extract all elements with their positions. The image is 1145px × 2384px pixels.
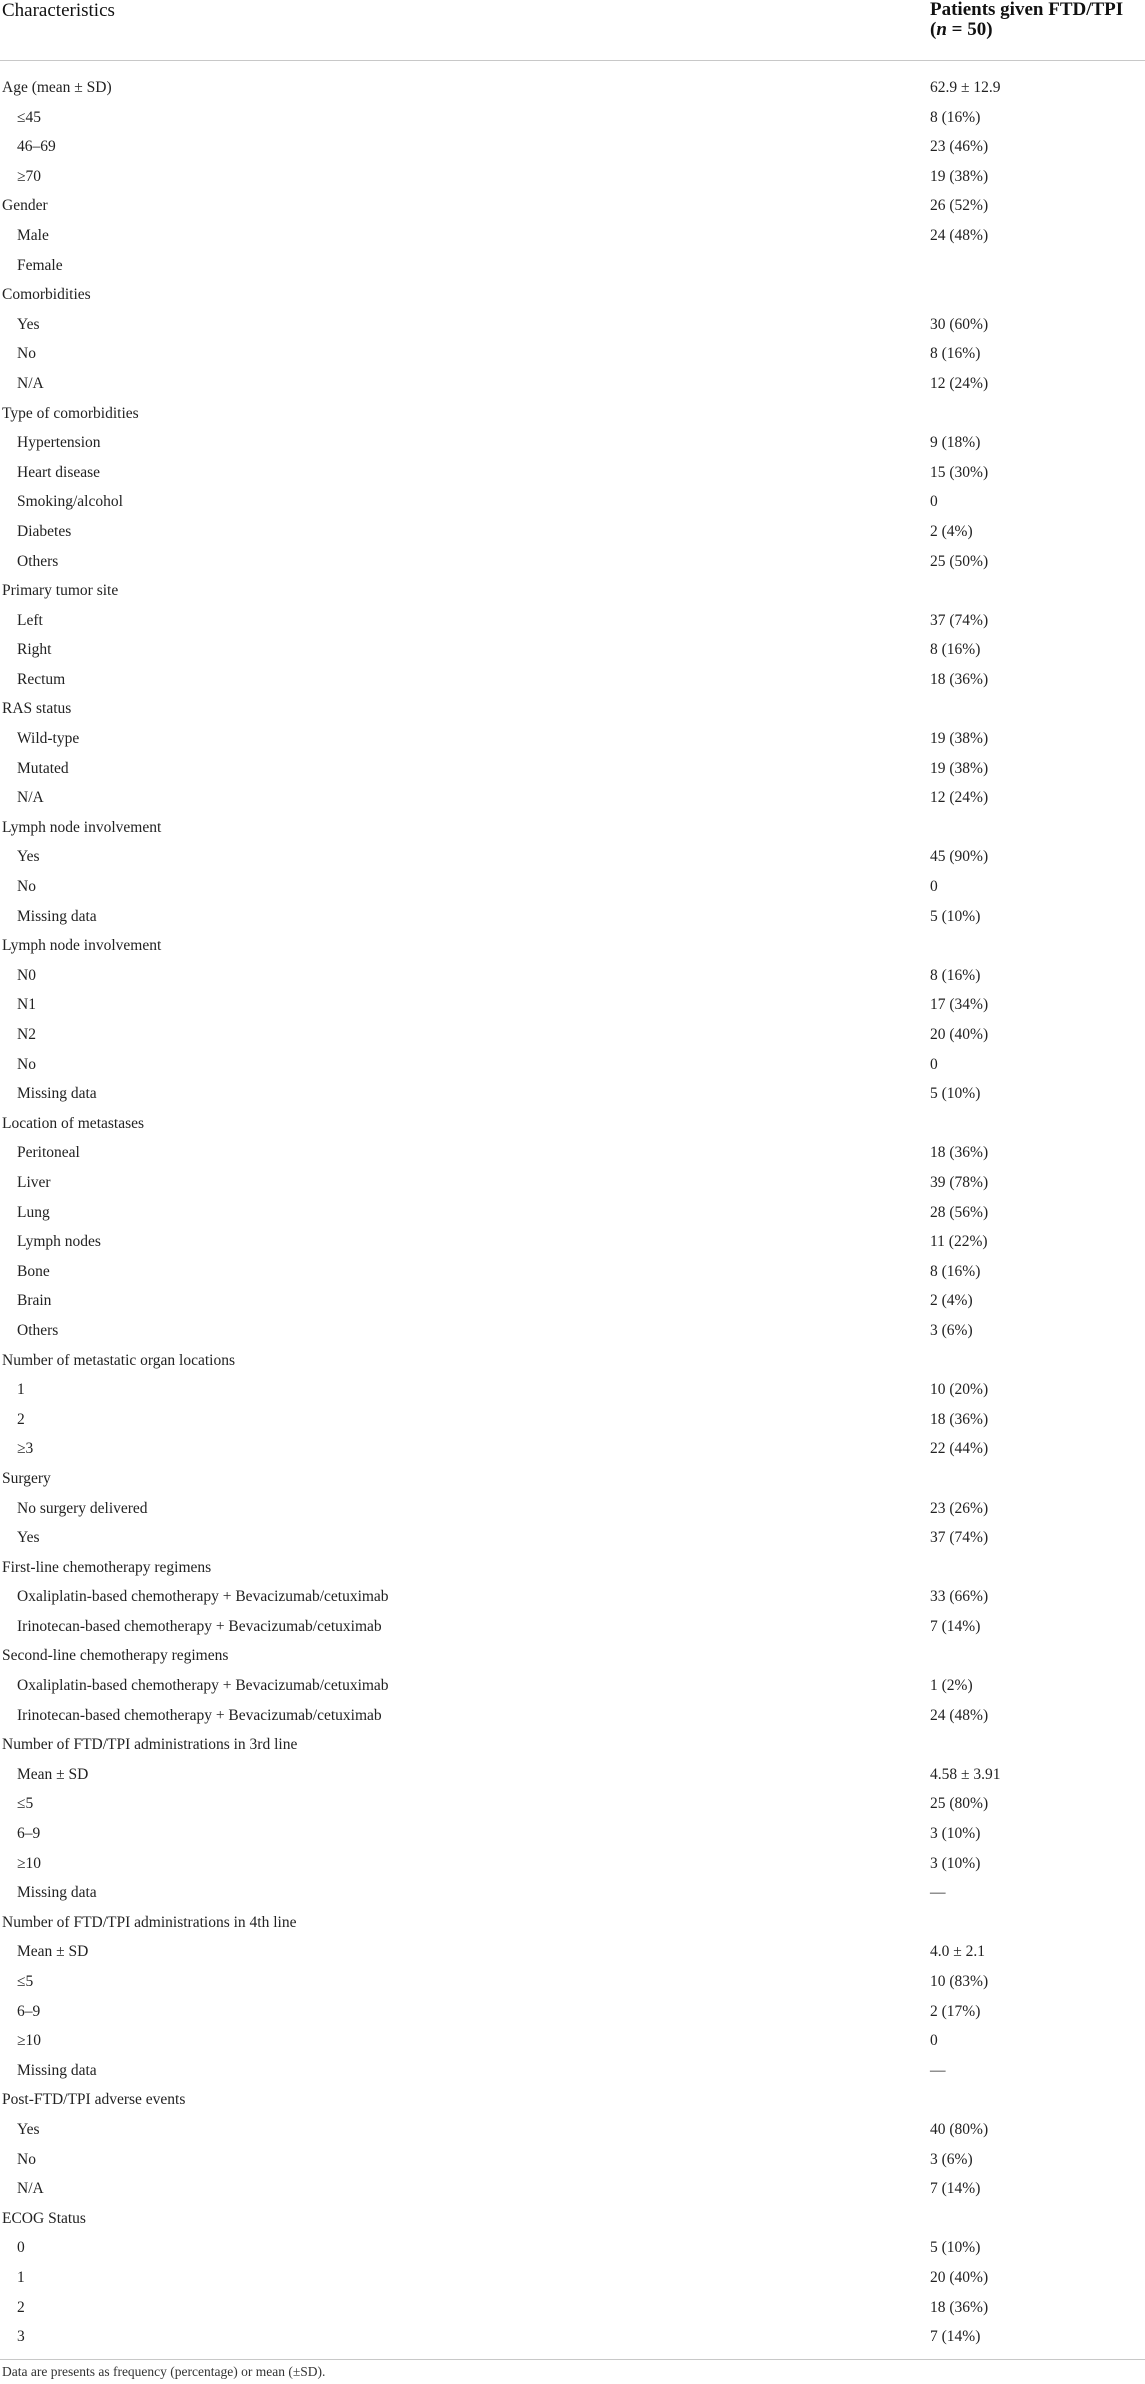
row-value: 3 (10%) — [930, 1825, 981, 1843]
row-label: Missing data — [17, 1884, 97, 1902]
table-row — [0, 635, 1145, 665]
row-value: 0 — [930, 878, 938, 896]
row-label: Second-line chemotherapy regimens — [2, 1647, 229, 1665]
table-footnote: Data are presents as frequency (percentage) or mean (±SD). — [2, 2364, 326, 2379]
table-row — [0, 517, 1145, 547]
table-row — [0, 369, 1145, 399]
row-label: Mean ± SD — [17, 1943, 89, 1961]
row-label: RAS status — [2, 700, 72, 718]
row-label: Diabetes — [17, 522, 72, 540]
row-label: Age (mean ± SD) — [2, 79, 112, 96]
table-row — [0, 221, 1145, 251]
row-value: 24 (48%) — [930, 226, 989, 244]
row-value: 11 (22%) — [930, 1233, 988, 1251]
table-row-category — [0, 931, 1145, 961]
row-label: Female — [17, 256, 63, 274]
table-row — [0, 2322, 1145, 2352]
row-value: 12 (24%) — [930, 789, 989, 807]
row-label: Others — [17, 552, 59, 570]
row-value: 28 (56%) — [930, 1203, 989, 1221]
row-value: 20 (40%) — [930, 2268, 989, 2286]
table-row — [0, 310, 1145, 340]
row-value: 3 (10%) — [930, 1854, 981, 1872]
row-value: 8 (16%) — [930, 108, 981, 126]
row-value: 25 (80%) — [930, 1795, 989, 1813]
table-row — [0, 1997, 1145, 2027]
row-value: 3 (6%) — [930, 2150, 973, 2168]
row-value: — — [930, 2061, 946, 2079]
row-label: Brain — [17, 1292, 52, 1310]
row-label: 1 — [17, 2268, 25, 2286]
table-row — [0, 1227, 1145, 1257]
row-label: N0 — [17, 966, 36, 984]
row-value: 33 (66%) — [930, 1588, 989, 1606]
row-value: 0 — [930, 493, 938, 511]
table-row — [0, 606, 1145, 636]
row-label: 6–9 — [17, 1825, 41, 1843]
row-value: — — [930, 1884, 946, 1902]
row-value: 45 (90%) — [930, 848, 989, 866]
row-value: 22 (44%) — [930, 1440, 989, 1458]
row-label: ≥10 — [17, 2032, 42, 2050]
row-value: 5 (10%) — [930, 907, 981, 925]
table-row — [0, 1405, 1145, 1435]
table-row-category — [0, 1346, 1145, 1376]
table-row-category — [0, 1553, 1145, 1583]
row-label: Irinotecan-based chemotherapy + Bevacizumab/cetuximab — [17, 1706, 382, 1724]
count-value: = 50) — [946, 19, 993, 40]
row-value: 10 (83%) — [930, 1973, 989, 1990]
row-value: 18 (36%) — [930, 670, 989, 688]
row-value: 18 (36%) — [930, 1410, 989, 1428]
table-row — [0, 339, 1145, 369]
row-value: 0 — [930, 1055, 938, 1073]
row-label: No — [17, 2150, 36, 2168]
row-label: Lymph node involvement — [2, 937, 162, 955]
row-label: Left — [17, 611, 43, 629]
row-label: First-line chemotherapy regimens — [2, 1558, 212, 1576]
table-row — [0, 990, 1145, 1020]
table-row — [0, 665, 1145, 695]
table-row — [0, 1523, 1145, 1553]
row-value: 5 (10%) — [930, 2239, 981, 2257]
table-header — [0, 0, 1145, 61]
row-label: Heart disease — [17, 463, 101, 481]
table-row — [0, 902, 1145, 932]
table-row — [0, 1967, 1145, 1997]
table-row — [0, 1020, 1145, 1050]
row-label: 46–69 — [17, 138, 56, 156]
row-label: ≥3 — [17, 1440, 34, 1458]
row-value: 4.0 ± 2.1 — [930, 1943, 986, 1961]
row-label: Gender — [2, 197, 48, 215]
table-row-category — [0, 1908, 1145, 1938]
row-label: Peritoneal — [17, 1144, 80, 1162]
table-row — [0, 251, 1145, 281]
row-value: 40 (80%) — [930, 2120, 989, 2138]
row-label: ≥10 — [17, 1854, 42, 1872]
row-label: Type of comorbidities — [2, 404, 139, 422]
row-label: ≤45 — [17, 108, 42, 126]
row-label: Number of FTD/TPI administrations in 3rd line — [2, 1736, 298, 1754]
table-row-category — [0, 191, 1145, 221]
table-row — [0, 1375, 1145, 1405]
row-value: 39 (78%) — [930, 1173, 989, 1191]
table-row — [0, 162, 1145, 192]
row-label: 2 — [17, 2298, 25, 2316]
row-value: 24 (48%) — [930, 1706, 989, 1724]
table-row — [0, 1789, 1145, 1819]
table-row-category — [0, 1109, 1145, 1139]
row-label: ≥70 — [17, 167, 42, 185]
row-value: 17 (34%) — [930, 996, 989, 1014]
table-row — [0, 487, 1145, 517]
table-row — [0, 1050, 1145, 1080]
table-row — [0, 1582, 1145, 1612]
row-label: Lymph nodes — [17, 1233, 101, 1251]
row-label: ≤5 — [17, 1973, 34, 1990]
row-label: N/A — [17, 2180, 44, 2198]
row-value: 8 (16%) — [930, 966, 981, 984]
row-value: 37 (74%) — [930, 611, 989, 629]
table-row — [0, 1168, 1145, 1198]
row-label: Surgery — [2, 1469, 51, 1487]
row-label: Number of metastatic organ locations — [2, 1351, 236, 1369]
row-label: Lymph node involvement — [2, 818, 162, 836]
row-value: 26 (52%) — [930, 197, 989, 215]
row-value: 37 (74%) — [930, 1529, 989, 1547]
table-row — [0, 1701, 1145, 1731]
row-label: Comorbidities — [2, 286, 91, 304]
row-label: 1 — [17, 1381, 25, 1399]
row-label: Yes — [17, 315, 40, 333]
row-label: Yes — [17, 2120, 40, 2138]
row-value: 19 (38%) — [930, 167, 989, 185]
row-label: Mutated — [17, 759, 69, 777]
count-variable: n — [936, 19, 947, 40]
table-row — [0, 1937, 1145, 1967]
table-row — [0, 842, 1145, 872]
row-label: Post-FTD/TPI adverse events — [2, 2091, 186, 2109]
table-row — [0, 783, 1145, 813]
row-label: Bone — [17, 1262, 50, 1280]
row-label: Oxaliplatin-based chemotherapy + Bevacizumab/cetuximab — [17, 1588, 389, 1606]
row-label: Male — [17, 226, 49, 244]
table-row — [0, 1138, 1145, 1168]
table-row — [0, 1849, 1145, 1879]
table-row-category — [0, 280, 1145, 310]
row-label: Smoking/alcohol — [17, 493, 123, 511]
row-label: Missing data — [17, 2061, 97, 2079]
row-value: 10 (20%) — [930, 1381, 989, 1399]
table-row — [0, 1612, 1145, 1642]
row-value: 23 (46%) — [930, 138, 989, 156]
row-label: No — [17, 1055, 36, 1073]
table-row — [0, 1878, 1145, 1908]
row-label: Irinotecan-based chemotherapy + Bevacizumab/cetuximab — [17, 1617, 382, 1635]
table-row-category — [0, 813, 1145, 843]
row-value: 2 (4%) — [930, 522, 973, 540]
table-row — [0, 2026, 1145, 2056]
row-value: 19 (38%) — [930, 759, 989, 777]
row-label: ECOG Status — [2, 2209, 86, 2227]
row-value: 8 (16%) — [930, 345, 981, 363]
table-row — [0, 1198, 1145, 1228]
table-row — [0, 1079, 1145, 1109]
table-row-category — [0, 576, 1145, 606]
table-row-category — [0, 2204, 1145, 2234]
row-value: 2 (17%) — [930, 2002, 981, 2020]
row-label: No — [17, 878, 36, 896]
row-label: Others — [17, 1321, 59, 1339]
table-row — [0, 1434, 1145, 1464]
row-label: Location of metastases — [2, 1114, 145, 1132]
table-row-category — [0, 73, 1145, 103]
row-value: 15 (30%) — [930, 463, 989, 481]
table-row — [0, 428, 1145, 458]
row-value: 2 (4%) — [930, 1292, 973, 1310]
row-value: 8 (16%) — [930, 641, 981, 659]
table-row-category — [0, 694, 1145, 724]
table-row — [0, 132, 1145, 162]
row-value: 18 (36%) — [930, 2298, 989, 2316]
row-label: Rectum — [17, 670, 66, 688]
row-value: 25 (50%) — [930, 552, 989, 570]
table-row — [0, 2174, 1145, 2204]
row-value: 19 (38%) — [930, 730, 989, 748]
row-label: Liver — [17, 1173, 51, 1191]
table-row — [0, 1257, 1145, 1287]
row-label: Missing data — [17, 1085, 97, 1103]
row-label: Missing data — [17, 907, 97, 925]
row-label: Yes — [17, 848, 40, 866]
table-row — [0, 2233, 1145, 2263]
row-value: 18 (36%) — [930, 1144, 989, 1162]
table-row — [0, 872, 1145, 902]
table-row — [0, 1316, 1145, 1346]
column-header-patients-title: Patients given FTD/TPI — [930, 0, 1124, 20]
row-label: ≤5 — [17, 1795, 34, 1813]
row-value: 1 (2%) — [930, 1677, 973, 1695]
row-label: Yes — [17, 1529, 40, 1547]
row-value: 12 (24%) — [930, 374, 989, 392]
row-label: No surgery delivered — [17, 1499, 148, 1517]
row-label: 2 — [17, 1410, 25, 1428]
table-row-category — [0, 1464, 1145, 1494]
row-label: 3 — [17, 2328, 25, 2346]
row-label: Primary tumor site — [2, 582, 119, 600]
table-row — [0, 2293, 1145, 2323]
row-label: 0 — [17, 2239, 25, 2257]
table-row — [0, 961, 1145, 991]
row-label: Mean ± SD — [17, 1765, 89, 1783]
row-label: Right — [17, 641, 52, 659]
row-label: Number of FTD/TPI administrations in 4th line — [2, 1913, 297, 1931]
row-value: 7 (14%) — [930, 1617, 981, 1635]
row-value: 20 (40%) — [930, 1026, 989, 1043]
column-header-patients-count — [930, 20, 1145, 40]
count-open-paren: ( — [930, 19, 937, 40]
column-header-patients — [930, 0, 1145, 40]
table-row — [0, 724, 1145, 754]
table-row-category — [0, 399, 1145, 429]
row-label: Lung — [17, 1203, 50, 1221]
table-row — [0, 1671, 1145, 1701]
table-row-category — [0, 1641, 1145, 1671]
row-value: 9 (18%) — [930, 434, 981, 452]
row-value: 3 (6%) — [930, 1321, 973, 1339]
row-value: 30 (60%) — [930, 315, 989, 333]
table-row — [0, 1286, 1145, 1316]
row-value: 5 (10%) — [930, 1085, 981, 1103]
row-label: N1 — [17, 996, 36, 1014]
table-row — [0, 2263, 1145, 2293]
table-row — [0, 2145, 1145, 2175]
row-label: N2 — [17, 1026, 36, 1043]
table-row — [0, 458, 1145, 488]
row-label: No — [17, 345, 36, 363]
table-row-category — [0, 2085, 1145, 2115]
row-value: 62.9 ± 12.9 — [930, 79, 1001, 96]
table-bottom-rule — [0, 2359, 1145, 2360]
row-value: 7 (14%) — [930, 2180, 981, 2198]
row-label: Wild-type — [17, 730, 80, 748]
table-row — [0, 1819, 1145, 1849]
row-value: 7 (14%) — [930, 2328, 981, 2346]
table-body — [0, 73, 1145, 2352]
row-value: 23 (26%) — [930, 1499, 989, 1517]
table-row — [0, 1760, 1145, 1790]
table-row — [0, 547, 1145, 577]
row-label: 6–9 — [17, 2002, 41, 2020]
row-label: Hypertension — [17, 434, 101, 452]
table-row — [0, 754, 1145, 784]
row-value: 8 (16%) — [930, 1262, 981, 1280]
row-label: N/A — [17, 789, 44, 807]
table-row — [0, 1494, 1145, 1524]
row-label: N/A — [17, 374, 44, 392]
table-row — [0, 103, 1145, 133]
row-label: Oxaliplatin-based chemotherapy + Bevacizumab/cetuximab — [17, 1677, 389, 1695]
column-header-characteristics: Characteristics — [2, 0, 115, 21]
table-row — [0, 2115, 1145, 2145]
table-row — [0, 2056, 1145, 2086]
table-row-category — [0, 1730, 1145, 1760]
row-value: 0 — [930, 2032, 938, 2050]
row-value: 4.58 ± 3.91 — [930, 1765, 1001, 1783]
